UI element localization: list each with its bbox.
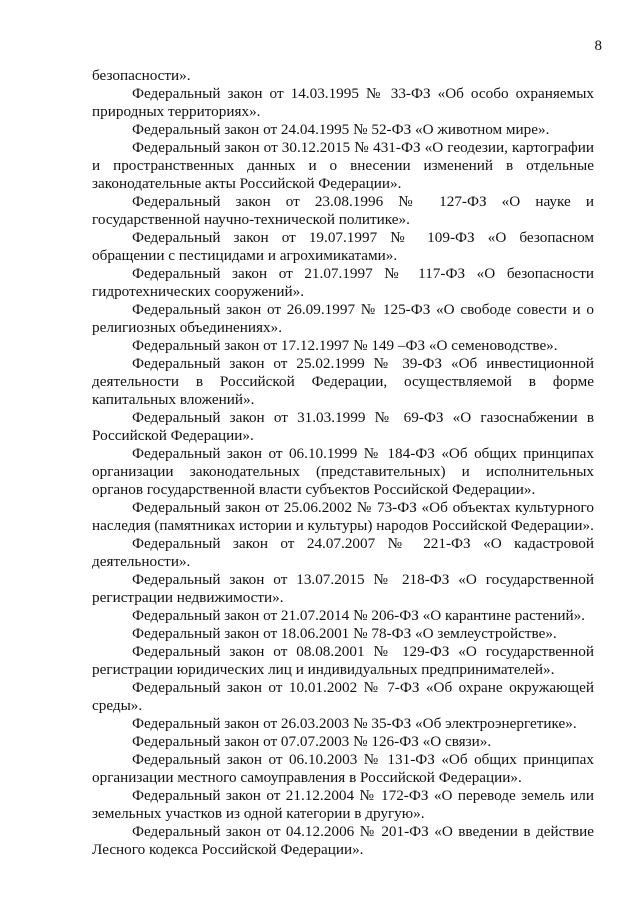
law-entry: Федеральный закон от 23.08.1996 № 127-ФЗ «О науке и государственной научно-технической политике». xyxy=(92,193,594,228)
law-entry: Федеральный закон от 18.06.2001 № 78-ФЗ «О землеустройстве». xyxy=(132,625,557,642)
law-entry: Федеральный закон от 26.09.1997 № 125-ФЗ «О свободе совести и о религиозных объединениях». xyxy=(92,301,594,336)
law-entry: Федеральный закон от 10.01.2002 № 7-ФЗ «Об охране окружающей среды». xyxy=(92,679,594,714)
law-entry: Федеральный закон от 04.12.2006 № 201-ФЗ «О введении в действие Лесного кодекса Российской Федерации». xyxy=(92,823,594,858)
law-entry: Федеральный закон от 07.07.2003 № 126-ФЗ «О связи». xyxy=(132,733,492,750)
page-number: 8 xyxy=(594,38,602,54)
law-entry: Федеральный закон от 25.02.1999 № 39-ФЗ «Об инвестиционной деятельности в Российской Федерации, осуществляемой в форме капитальных вложений». xyxy=(92,355,594,408)
law-entry: Федеральный закон от 21.07.2014 № 206-ФЗ «О карантине растений». xyxy=(132,607,585,624)
law-entry: Федеральный закон от 21.07.1997 № 117-ФЗ «О безопасности гидротехнических сооружений». xyxy=(92,265,594,300)
law-entry: Федеральный закон от 19.07.1997 № 109-ФЗ «О безопасном обращении с пестицидами и агрохимикатами». xyxy=(92,229,594,264)
law-entry: Федеральный закон от 30.12.2015 № 431-ФЗ «О геодезии, картографии и пространственных данных и о внесении изменений в отдельные законодательные акты Российской Федерации». xyxy=(92,139,594,192)
law-entry: Федеральный закон от 24.07.2007 № 221-ФЗ «О кадастровой деятельности». xyxy=(92,535,594,570)
document-body xyxy=(92,67,594,859)
law-entry: Федеральный закон от 31.03.1999 № 69-ФЗ «О газоснабжении в Российской Федерации». xyxy=(92,409,594,444)
law-entry: Федеральный закон от 06.10.2003 № 131-ФЗ «Об общих принципах организации местного самоуправления в Российской Федерации». xyxy=(92,751,594,786)
law-entry: Федеральный закон от 25.06.2002 № 73-ФЗ «Об объектах культурного наследия (памятниках истории и культуры) народов Российской Федерации». xyxy=(92,499,594,534)
law-entry: Федеральный закон от 08.08.2001 № 129-ФЗ «О государственной регистрации юридических лиц и индивидуальных предпринимателей». xyxy=(92,643,594,678)
law-entry: Федеральный закон от 14.03.1995 № 33-ФЗ «Об особо охраняемых природных территориях». xyxy=(92,85,594,120)
law-entry: Федеральный закон от 06.10.1999 № 184-ФЗ «Об общих принципах организации законодательных (представительных) и исполнительных органов государственной власти субъектов Российской Федерации». xyxy=(92,445,594,498)
law-entry: Федеральный закон от 17.12.1997 № 149 –ФЗ «О семеноводстве». xyxy=(132,337,558,354)
law-entry: Федеральный закон от 21.12.2004 № 172-ФЗ «О переводе земель или земельных участков из одной категории в другую». xyxy=(92,787,594,822)
law-entry: Федеральный закон от 24.04.1995 № 52-ФЗ «О животном мире». xyxy=(132,121,550,138)
continuation-text: безопасности». xyxy=(92,67,191,84)
law-entry: Федеральный закон от 13.07.2015 № 218-ФЗ «О государственной регистрации недвижимости». xyxy=(92,571,594,606)
law-entry: Федеральный закон от 26.03.2003 № 35-ФЗ «Об электроэнергетике». xyxy=(132,715,577,732)
